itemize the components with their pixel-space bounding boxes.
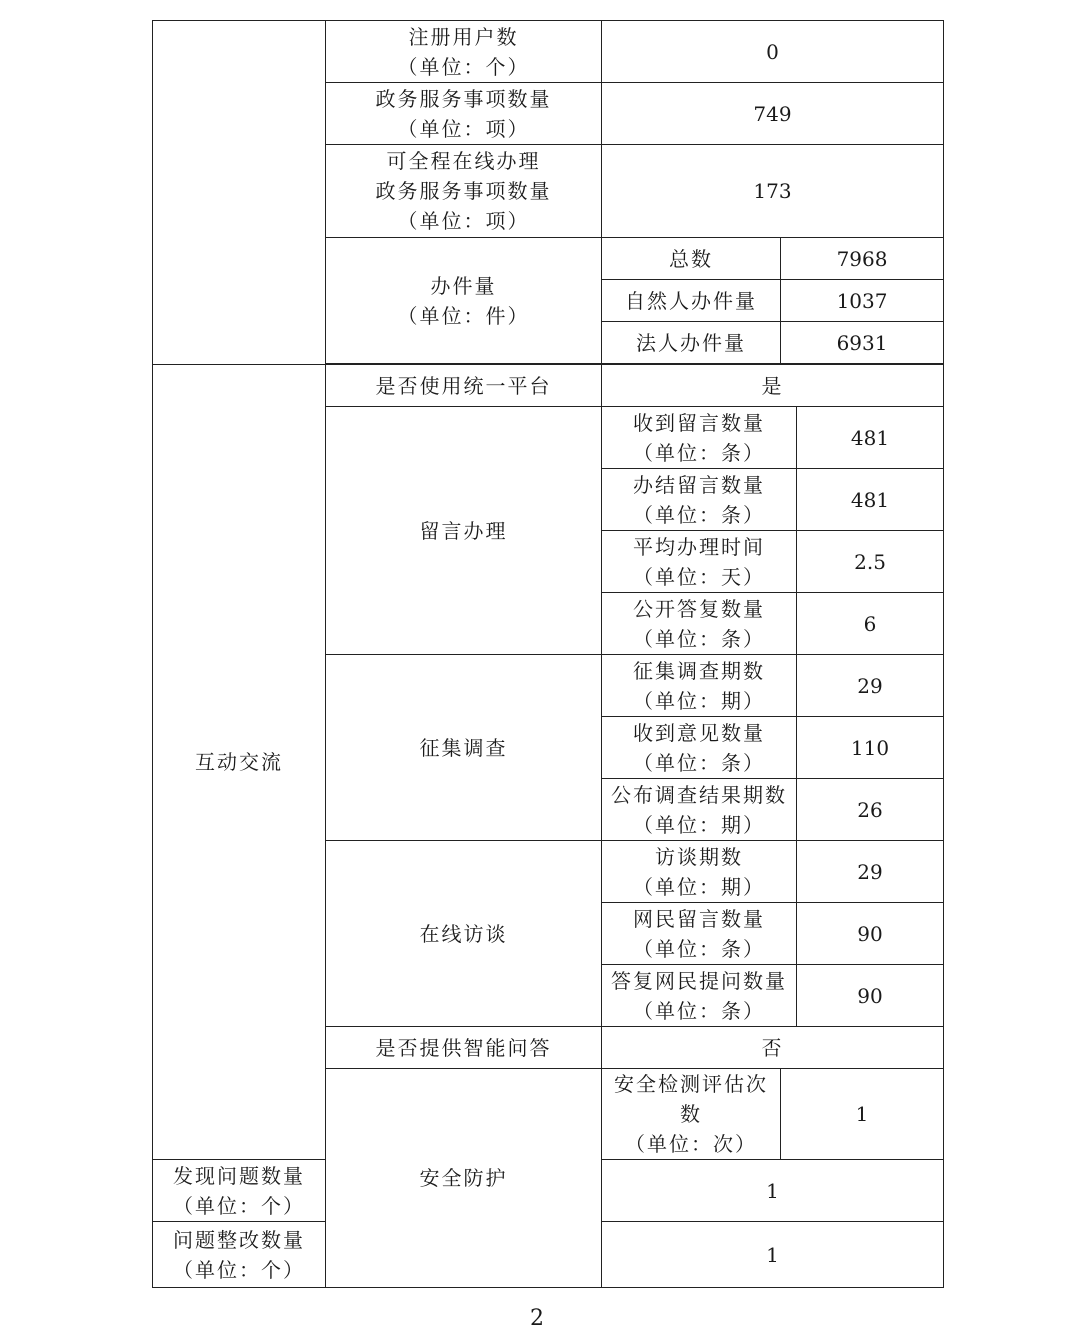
sub-label-cell: 自然人办件量 (602, 280, 781, 322)
unit-text: （单位：次） (625, 1132, 757, 1156)
unit-text: （单位：条） (633, 998, 765, 1023)
sub-label-cell (602, 841, 797, 903)
unit-text: （单位：个） (397, 54, 530, 79)
value-cell: 否 (602, 1027, 944, 1069)
unit-text: （单位：条） (633, 502, 765, 527)
unit-text: （单位：项） (397, 116, 530, 141)
sub-label-cell (602, 965, 797, 1027)
unit-text: （单位：个） (173, 1193, 305, 1218)
value-cell: 7968 (781, 238, 944, 280)
sub-label-cell (602, 779, 797, 841)
label-text: 可全程在线办理 (386, 149, 541, 173)
value-cell: 是 (602, 365, 944, 407)
sub-label-cell (602, 469, 797, 531)
statistics-table (152, 20, 943, 1282)
group-label-interview: 在线访谈 (326, 841, 602, 1027)
unit-text: （单位：期） (633, 812, 765, 837)
label-text: 访谈期数 (655, 844, 743, 869)
sub-label-cell: 法人办件量 (602, 322, 781, 364)
label-text: 政务服务事项数量 (375, 86, 552, 111)
value-cell: 26 (797, 779, 944, 841)
value-cell: 90 (797, 965, 944, 1027)
unit-text: （单位：条） (633, 750, 765, 775)
value-cell: 173 (602, 145, 944, 238)
value-cell: 1037 (781, 280, 944, 322)
value-cell: 1 (781, 1069, 944, 1160)
unit-text: （单位：期） (633, 688, 765, 713)
value-cell: 110 (797, 717, 944, 779)
unit-text: （单位：个） (173, 1257, 305, 1282)
value-cell: 481 (797, 469, 944, 531)
section-cell-blank (153, 21, 326, 365)
label-text: 注册用户数 (408, 24, 519, 49)
unit-text: （单位：件） (397, 303, 530, 328)
label-text: 发现问题数量 (173, 1163, 305, 1188)
sub-label-cell (602, 593, 797, 655)
sub-label-cell (602, 655, 797, 717)
label-cell (153, 1160, 326, 1222)
unit-text: （单位：天） (633, 564, 765, 589)
label-text: 平均办理时间 (633, 534, 765, 559)
label-text: 收到意见数量 (633, 720, 765, 745)
label-cell (602, 1069, 781, 1160)
label-cell (326, 238, 602, 364)
value-cell: 6931 (781, 322, 944, 364)
value-cell: 749 (602, 83, 944, 145)
page-number: 2 (530, 1306, 544, 1331)
label-text: 政务服务事项数量 (375, 179, 552, 203)
value-cell: 29 (797, 655, 944, 717)
sub-label-cell (602, 717, 797, 779)
label-text: 网民留言数量 (633, 906, 765, 931)
label-cell (326, 145, 602, 238)
label-text: 公布调查结果期数 (611, 782, 787, 807)
value-cell: 481 (797, 407, 944, 469)
value-cell: 1 (602, 1222, 944, 1288)
value-cell: 6 (797, 593, 944, 655)
label-cell (153, 1222, 326, 1288)
label-text: 收到留言数量 (633, 410, 765, 435)
value-cell: 2.5 (797, 531, 944, 593)
sub-label-cell: 总数 (602, 238, 781, 280)
label-text: 答复网民提问数量 (611, 968, 787, 993)
value-cell: 0 (602, 21, 944, 83)
unit-text: （单位：期） (633, 874, 765, 899)
unit-text: （单位：条） (633, 936, 765, 961)
label-cell (326, 83, 602, 145)
label-cell: 是否使用统一平台 (326, 365, 602, 407)
section-label-interaction: 互动交流 (153, 365, 326, 1160)
unit-text: （单位：条） (633, 626, 765, 651)
section-label-security: 安全防护 (326, 1069, 602, 1288)
table-row (153, 21, 944, 83)
value-cell: 1 (602, 1160, 944, 1222)
label-text: 办件量 (430, 273, 497, 298)
sub-label-cell (602, 903, 797, 965)
value-cell: 29 (797, 841, 944, 903)
label-text: 问题整改数量 (173, 1227, 305, 1252)
sub-label-cell (602, 531, 797, 593)
label-text: 办结留言数量 (633, 472, 765, 497)
label-text: 公开答复数量 (633, 596, 765, 621)
table-row (153, 365, 944, 407)
label-cell: 是否提供智能问答 (326, 1027, 602, 1069)
label-cell (326, 21, 602, 83)
unit-text: （单位：条） (633, 440, 765, 465)
sub-label-cell (602, 407, 797, 469)
group-label-messages: 留言办理 (326, 407, 602, 655)
value-cell: 90 (797, 903, 944, 965)
label-text: 安全检测评估次数 (614, 1072, 768, 1126)
unit-text: （单位：项） (397, 209, 530, 233)
label-text: 征集调查期数 (633, 658, 765, 683)
group-label-survey: 征集调查 (326, 655, 602, 841)
